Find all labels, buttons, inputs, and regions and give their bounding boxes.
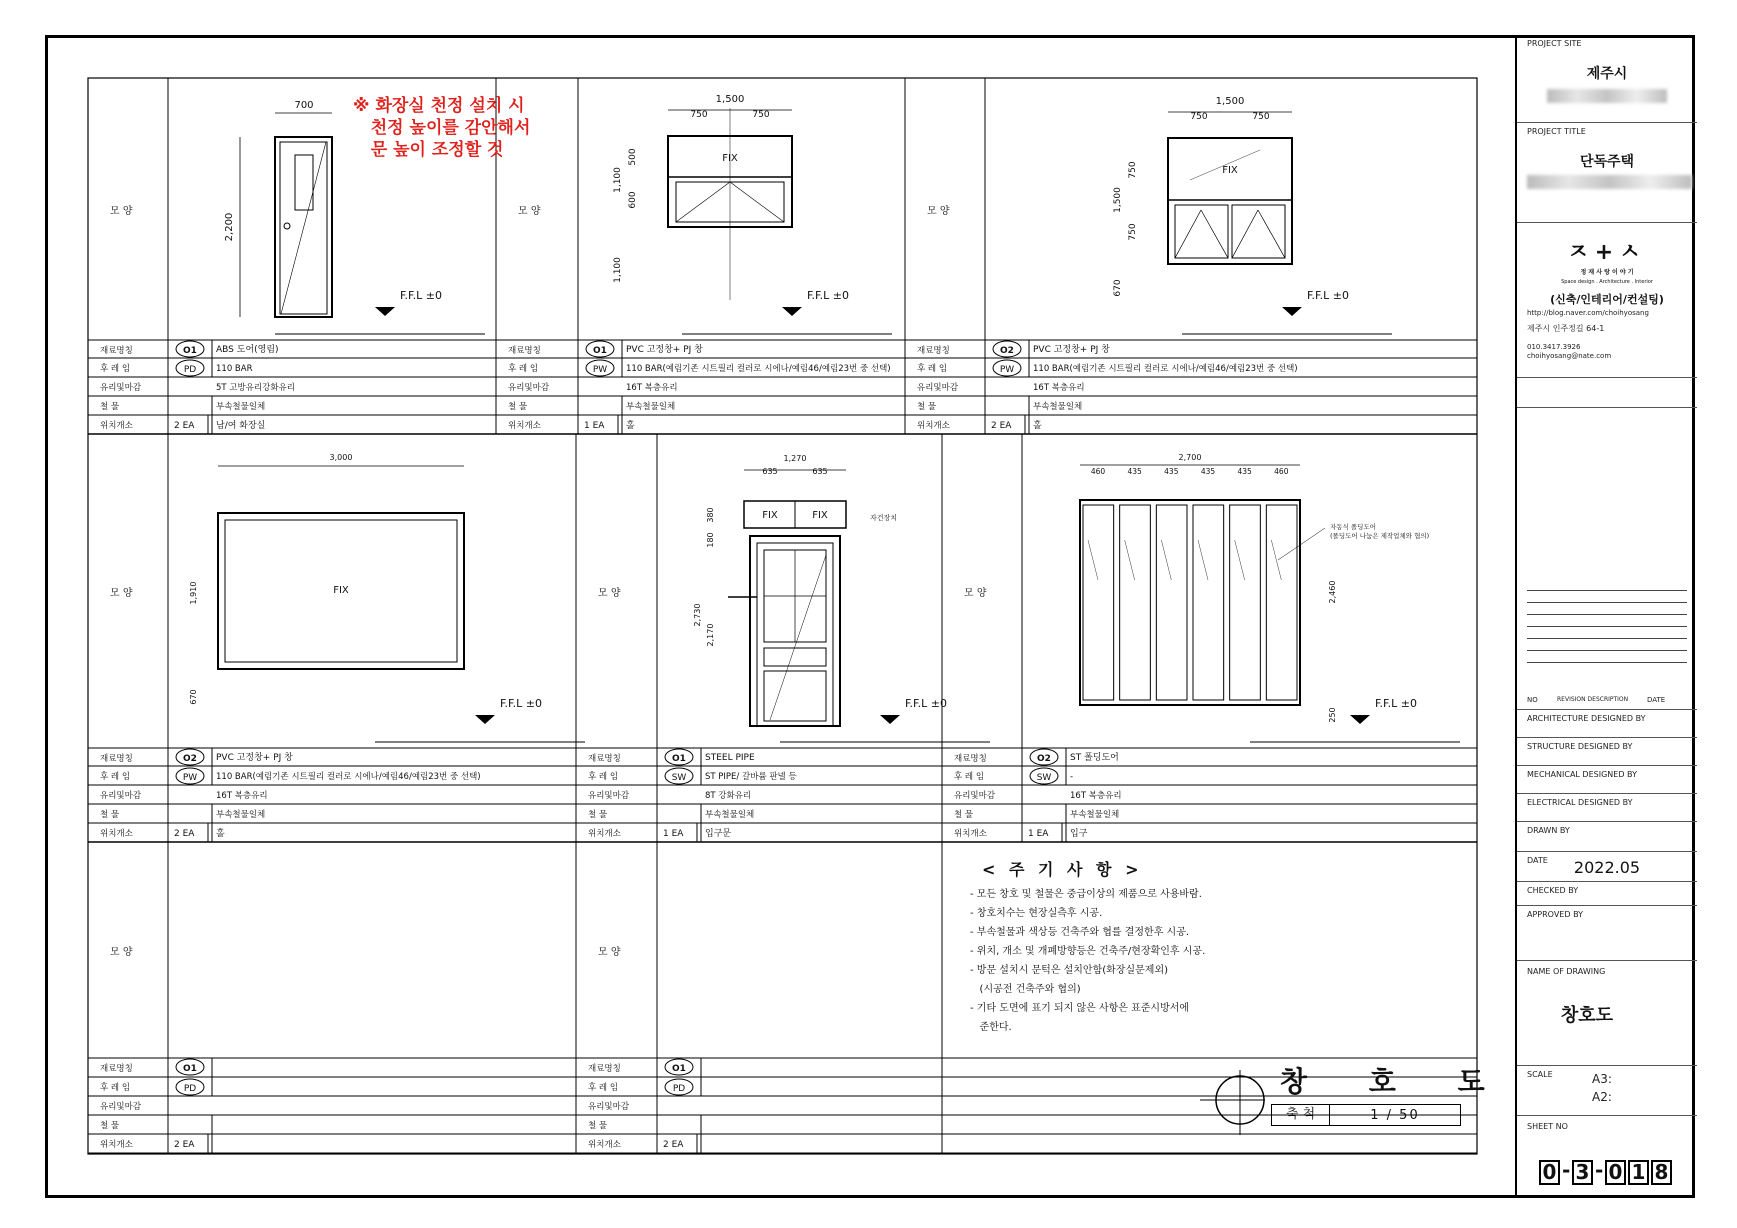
location-value: 남/여 화장실 — [216, 421, 266, 431]
subcode-label: PW — [182, 773, 198, 783]
row-label: 재료명칭 — [917, 346, 950, 356]
folding-panel — [1193, 505, 1224, 700]
shape-label: 모 양 — [598, 947, 621, 958]
glass-line — [1161, 540, 1171, 580]
row-label: 유리및마감 — [508, 383, 550, 393]
folding-panel — [1083, 505, 1114, 700]
row-label: 후 레 임 — [954, 772, 985, 782]
row-label: 재료명칭 — [508, 346, 541, 356]
redacted-address — [1547, 89, 1667, 103]
ffl-marker — [1350, 715, 1370, 724]
checked-by-label: CHECKED BY — [1527, 886, 1579, 895]
material-value: PVC 고정창+ PJ 창 — [626, 345, 703, 355]
code-label: O2 — [183, 754, 197, 764]
ffl-marker — [782, 307, 802, 316]
row-label: 위치개소 — [100, 1140, 133, 1150]
general-notes-title: < 주 기 사 항 > — [982, 860, 1143, 879]
location-value: 홀 — [216, 829, 225, 839]
location-value: 홀 — [1033, 421, 1042, 431]
architecture-designed-label: ARCHITECTURE DESIGNED BY — [1527, 714, 1646, 723]
folding-panel — [1230, 505, 1261, 700]
company-address: 제주시 인주정길 64-1 — [1527, 324, 1605, 333]
dim-label: 670 — [1113, 279, 1123, 297]
dim-label: 750 — [1190, 112, 1208, 122]
glass-line — [1235, 540, 1245, 580]
drawn-by-label: DRAWN BY — [1527, 826, 1570, 835]
dim-label: 500 — [628, 148, 638, 166]
dim-label: 750 — [690, 110, 708, 120]
sheet-digit: 1 — [1628, 1160, 1649, 1185]
qty-value: 1 EA — [663, 829, 684, 839]
ffl-marker — [475, 715, 495, 724]
row-label: 유리및마감 — [954, 791, 996, 801]
dim-label: 1,500 — [1113, 187, 1123, 213]
qty-value: 2 EA — [174, 421, 195, 431]
row-label: 철 물 — [100, 402, 120, 412]
material-value: ABS 도어(영림) — [216, 345, 279, 355]
row-label: 후 레 임 — [588, 772, 619, 782]
folding-panel — [1120, 505, 1151, 700]
qty-value: 1 EA — [1028, 829, 1049, 839]
folding-panel — [1156, 505, 1187, 700]
arch-section — [1517, 710, 1697, 738]
project-title-section — [1517, 123, 1697, 223]
schedule-outline — [88, 78, 1477, 1154]
window-frame — [1168, 138, 1292, 264]
subcode-label: PD — [672, 1084, 686, 1094]
frame-value: 110 BAR(예림기존 시트필리 컬러로 시에나/예림46/예림23번 중 선택) — [626, 364, 891, 374]
fix-label: FIX — [333, 585, 349, 596]
row-label: 유리및마감 — [588, 791, 630, 801]
swing-line — [770, 555, 826, 720]
dim-label: 1,100 — [613, 257, 623, 283]
open-line — [1175, 210, 1201, 258]
general-notes — [970, 860, 1205, 1037]
hardware-value: 부속철물일체 — [705, 810, 755, 820]
row-label: 철 물 — [508, 402, 528, 412]
spacer-section — [1517, 378, 1697, 408]
open-line — [1258, 210, 1285, 258]
row-label: 유리및마감 — [100, 383, 142, 393]
dim-label: 2,700 — [1178, 453, 1202, 462]
dim-label: 635 — [762, 467, 778, 476]
row-label: 재료명칭 — [100, 1064, 133, 1074]
qty-value: 2 EA — [174, 1140, 195, 1150]
name-of-drawing-label: NAME OF DRAWING — [1527, 967, 1606, 976]
row-label: 재료명칭 — [954, 754, 987, 764]
revision-section — [1517, 408, 1697, 710]
dim-label: 435 — [1127, 467, 1142, 476]
row-label: 위치개소 — [588, 829, 621, 839]
glass-value: 5T 고방유리강화유리 — [216, 383, 295, 393]
closer-label: 자건장치 — [870, 514, 898, 522]
shape-label: 모 양 — [927, 206, 950, 217]
drawn-section — [1517, 822, 1697, 852]
glass-value: 16T 복층유리 — [216, 791, 268, 801]
row-label: 후 레 임 — [100, 772, 131, 782]
row-label: 위치개소 — [917, 421, 950, 431]
dim-label: 1,500 — [715, 94, 745, 105]
row-label: 유리및마감 — [100, 791, 142, 801]
subcode-label: SW — [671, 773, 687, 783]
open-line — [676, 182, 730, 222]
checked-section — [1517, 882, 1697, 906]
row-label: 철 물 — [954, 810, 974, 820]
elec-section — [1517, 794, 1697, 822]
row-label: 위치개소 — [954, 829, 987, 839]
sheet-sep: - — [1595, 1158, 1604, 1182]
qty-value: 2 EA — [991, 421, 1012, 431]
row-label: 후 레 임 — [100, 364, 131, 374]
company-email: choihyosang@nate.com — [1527, 352, 1612, 360]
open-line — [1201, 210, 1228, 258]
frame-value: ST PIPE/ 갈바륨 판넬 등 — [705, 772, 797, 782]
door-knob — [284, 223, 290, 229]
window-sash — [1232, 205, 1285, 258]
code-label: O1 — [593, 346, 607, 356]
row-label: 후 레 임 — [588, 1083, 619, 1093]
dim-label: 2,200 — [224, 212, 235, 242]
row-label: 재료명칭 — [100, 754, 133, 764]
dim-label: 1,500 — [1215, 96, 1245, 107]
row-label: 후 레 임 — [917, 364, 948, 374]
shape-label: 모 양 — [598, 588, 621, 599]
material-value: ST 폴딩도어 — [1070, 753, 1119, 763]
row-label: 철 물 — [588, 1121, 608, 1131]
qty-value: 1 EA — [584, 421, 605, 431]
note-item: - 창호치수는 현장실측후 시공. — [970, 908, 1103, 919]
subcode-label: PW — [999, 365, 1015, 375]
ffl-marker — [375, 307, 395, 316]
code-label: O1 — [183, 346, 197, 356]
shape-label: 모 양 — [110, 947, 133, 958]
scale-label: 축 척 — [1272, 1105, 1330, 1125]
frame-value: 110 BAR(예림기존 시트필리 컬러로 시에나/예림46/예림23번 중 선택) — [1033, 364, 1298, 374]
frame-value: 110 BAR(예림기존 시트필리 컬러로 시에나/예림46/예림23번 중 선택) — [216, 772, 481, 782]
redacted-title — [1527, 175, 1692, 189]
sheet-sep: - — [1562, 1158, 1571, 1182]
glass-value: 16T 복층유리 — [1033, 383, 1085, 393]
company-section — [1517, 223, 1697, 378]
folding-door-frame — [1080, 500, 1300, 705]
sheet-digit: 8 — [1651, 1160, 1672, 1185]
sheet-digit: 3 — [1572, 1160, 1593, 1185]
open-line — [730, 182, 784, 222]
folding-panel — [1266, 505, 1297, 700]
row-label: 위치개소 — [588, 1140, 621, 1150]
project-title-label: PROJECT TITLE — [1527, 127, 1586, 136]
dim-label: 3,000 — [329, 453, 353, 462]
dim-label: 635 — [812, 467, 828, 476]
date-value: 2022.05 — [1573, 858, 1641, 877]
row-label: 위치개소 — [100, 829, 133, 839]
qty-value: 2 EA — [663, 1140, 684, 1150]
ffl-label: F.F.L ±0 — [1307, 289, 1349, 302]
scale-label-tb: SCALE — [1527, 1070, 1553, 1079]
fix-label: FIX — [812, 510, 828, 521]
note-item: - 방문 설치시 문턱은 설치안함(화장실문제외) (시공전 건축주와 협의) — [970, 965, 1169, 995]
dim-label: 750 — [1252, 112, 1270, 122]
row-label: 철 물 — [917, 402, 937, 412]
dim-label: 460 — [1274, 467, 1289, 476]
fix-label: FIX — [722, 153, 738, 164]
row-label: 철 물 — [588, 810, 608, 820]
location-value: 홀 — [626, 421, 635, 431]
title-block — [1515, 35, 1695, 1198]
project-site-section — [1517, 35, 1697, 123]
location-value: 입구문 — [705, 829, 732, 839]
hardware-value: 부속철물일체 — [216, 402, 266, 412]
ffl-label: F.F.L ±0 — [905, 697, 947, 710]
sheet-digit: 0 — [1539, 1160, 1560, 1185]
swing-line — [281, 142, 326, 314]
dim-label: 435 — [1164, 467, 1179, 476]
shape-label: 모 양 — [110, 588, 133, 599]
material-value: STEEL PIPE — [705, 753, 755, 763]
mechanical-designed-label: MECHANICAL DESIGNED BY — [1527, 770, 1637, 779]
row-label: 재료명칭 — [588, 1064, 621, 1074]
company-blog: http://blog.naver.com/choihyosang — [1527, 309, 1649, 317]
dim-label: 180 — [706, 532, 715, 548]
glass-value: 8T 강화유리 — [705, 791, 752, 801]
row-label: 재료명칭 — [588, 754, 621, 764]
subcode-label: PD — [183, 1084, 197, 1094]
note-item: - 모든 창호 및 철물은 중급이상의 제품으로 사용바람. — [970, 889, 1202, 900]
ffl-label: F.F.L ±0 — [500, 697, 542, 710]
row-label: 후 레 임 — [100, 1083, 131, 1093]
row-label: 유리및마감 — [100, 1102, 142, 1112]
ffl-marker — [1282, 307, 1302, 316]
ffl-label: F.F.L ±0 — [807, 289, 849, 302]
dim-label: 2,460 — [1328, 580, 1337, 604]
project-title: 단독주택 — [1579, 154, 1635, 170]
dim-label: 1,910 — [189, 581, 198, 605]
electrical-designed-label: ELECTRICAL DESIGNED BY — [1527, 798, 1633, 807]
subcode-label: PW — [592, 365, 608, 375]
dim-label: 380 — [706, 507, 715, 523]
glass-value: 16T 복층유리 — [1070, 791, 1122, 801]
project-site: 제주시 — [1586, 66, 1628, 82]
hardware-value: 부속철물일체 — [1033, 402, 1083, 412]
shape-label: 모 양 — [110, 206, 133, 217]
row-label: 철 물 — [100, 810, 120, 820]
code-label: O1 — [672, 1064, 686, 1074]
dim-label: 750 — [752, 110, 770, 120]
note-item: - 기타 도면에 표기 되지 않은 사항은 표준시방서에 준한다. — [970, 1003, 1190, 1033]
fix-label: FIX — [762, 510, 778, 521]
hardware-value: 부속철물일체 — [216, 810, 266, 820]
row-label: 위치개소 — [508, 421, 541, 431]
fix-label: FIX — [1222, 165, 1238, 176]
dim-label: 250 — [1328, 707, 1337, 723]
code-label: O2 — [1037, 754, 1051, 764]
scale-a2: A2: — [1592, 1090, 1612, 1104]
revision-description-label: REVISION DESCRIPTION — [1557, 696, 1629, 703]
dim-label: 435 — [1200, 467, 1216, 476]
hardware-value: 부속철물일체 — [1070, 810, 1120, 820]
structure-designed-label: STRUCTURE DESIGNED BY — [1527, 742, 1633, 751]
glass-line — [1125, 540, 1135, 580]
sheet-digit: 0 — [1605, 1160, 1626, 1185]
dim-label: 700 — [294, 100, 314, 111]
sheet-number — [1539, 1160, 1672, 1185]
frame-value: 110 BAR — [216, 364, 253, 374]
glass-line — [1271, 540, 1281, 580]
dim-label: 2,170 — [706, 623, 715, 647]
door-panel — [764, 648, 826, 666]
approved-by-label: APPROVED BY — [1527, 910, 1584, 919]
window-sash — [1175, 205, 1228, 258]
row-label: 철 물 — [100, 1121, 120, 1131]
logo-subtitle: 정 재 사 랑 이 야 기 — [1580, 269, 1634, 276]
sheet-no-label: SHEET NO — [1527, 1122, 1568, 1131]
dim-label: 2,730 — [693, 603, 702, 627]
row-label: 위치개소 — [100, 421, 133, 431]
company-logo: ㅈ+ㅅ — [1567, 240, 1647, 265]
revision-date-label: DATE — [1647, 696, 1666, 704]
shape-label: 모 양 — [964, 588, 987, 599]
row-label: 재료명칭 — [100, 346, 133, 356]
code-label: O1 — [183, 1064, 197, 1074]
frame-value: - — [1070, 772, 1074, 782]
dim-label: 600 — [628, 191, 638, 209]
drawing-name-section — [1517, 961, 1697, 1066]
ffl-label: F.F.L ±0 — [400, 289, 442, 302]
subcode-label: SW — [1036, 773, 1052, 783]
ceiling-height-note: ※ 화장실 천정 설치 시 천정 높이를 감안해서 문 높이 조정할 것 — [353, 96, 531, 160]
struct-section — [1517, 738, 1697, 766]
drawing-title: 창 호 도 — [1280, 1065, 1511, 1098]
ffl-label: F.F.L ±0 — [1375, 697, 1417, 710]
material-value: PVC 고정창+ PJ 창 — [216, 753, 293, 763]
revision-no-label: NO — [1527, 696, 1538, 704]
glass-value: 16T 복층유리 — [626, 383, 678, 393]
folding-note: 자동식 폴딩도어 — [1330, 523, 1377, 531]
note-item: - 부속철물과 색상등 건축주와 협를 결정한후 시공. — [970, 927, 1190, 938]
company-services: (신축/인테리어/컨설팅) — [1550, 293, 1664, 306]
scale-box — [1271, 1104, 1461, 1126]
door-panel — [764, 671, 826, 721]
scale-a3: A3: — [1592, 1072, 1612, 1086]
leader-line — [1278, 528, 1325, 560]
ffl-marker — [880, 715, 900, 724]
code-label: O2 — [1000, 346, 1014, 356]
note-item: - 위치, 개소 및 개폐방향등은 건축주/현장확인후 시공. — [970, 946, 1206, 957]
dim-label: 1,270 — [783, 454, 807, 463]
drawing-name: 창호도 — [1560, 1005, 1614, 1026]
scale-value: 1 / 50 — [1370, 1107, 1420, 1123]
open-line — [1232, 210, 1258, 258]
location-value: 입구 — [1070, 829, 1088, 839]
row-label: 후 레 임 — [508, 364, 539, 374]
dim-label: 435 — [1237, 467, 1252, 476]
dim-label: 460 — [1090, 467, 1106, 476]
shape-label: 모 양 — [518, 206, 541, 217]
date-section — [1517, 852, 1697, 882]
code-label: O1 — [672, 754, 686, 764]
scale-section — [1517, 1066, 1697, 1116]
glass-line — [1088, 540, 1098, 580]
folding-note: (폴딩도어 나눔은 제작업체와 협의) — [1330, 532, 1430, 540]
hardware-value: 부속철물일체 — [626, 402, 676, 412]
glass-line — [1198, 540, 1208, 580]
dim-label: 750 — [1128, 223, 1138, 241]
logo-tagline: Space design . Architecture . Interior — [1561, 279, 1653, 285]
date-label: DATE — [1527, 856, 1548, 865]
row-label: 유리및마감 — [588, 1102, 630, 1112]
mech-section — [1517, 766, 1697, 794]
company-phone: 010.3417.3926 — [1527, 343, 1581, 351]
dim-label: 670 — [189, 689, 198, 705]
qty-value: 2 EA — [174, 829, 195, 839]
project-site-label: PROJECT SITE — [1527, 39, 1582, 48]
dim-label: 750 — [1128, 161, 1138, 179]
material-value: PVC 고정창+ PJ 창 — [1033, 345, 1110, 355]
dim-label: 1,100 — [613, 167, 623, 193]
row-label: 유리및마감 — [917, 383, 959, 393]
approved-section — [1517, 906, 1697, 961]
subcode-label: PD — [183, 365, 197, 375]
